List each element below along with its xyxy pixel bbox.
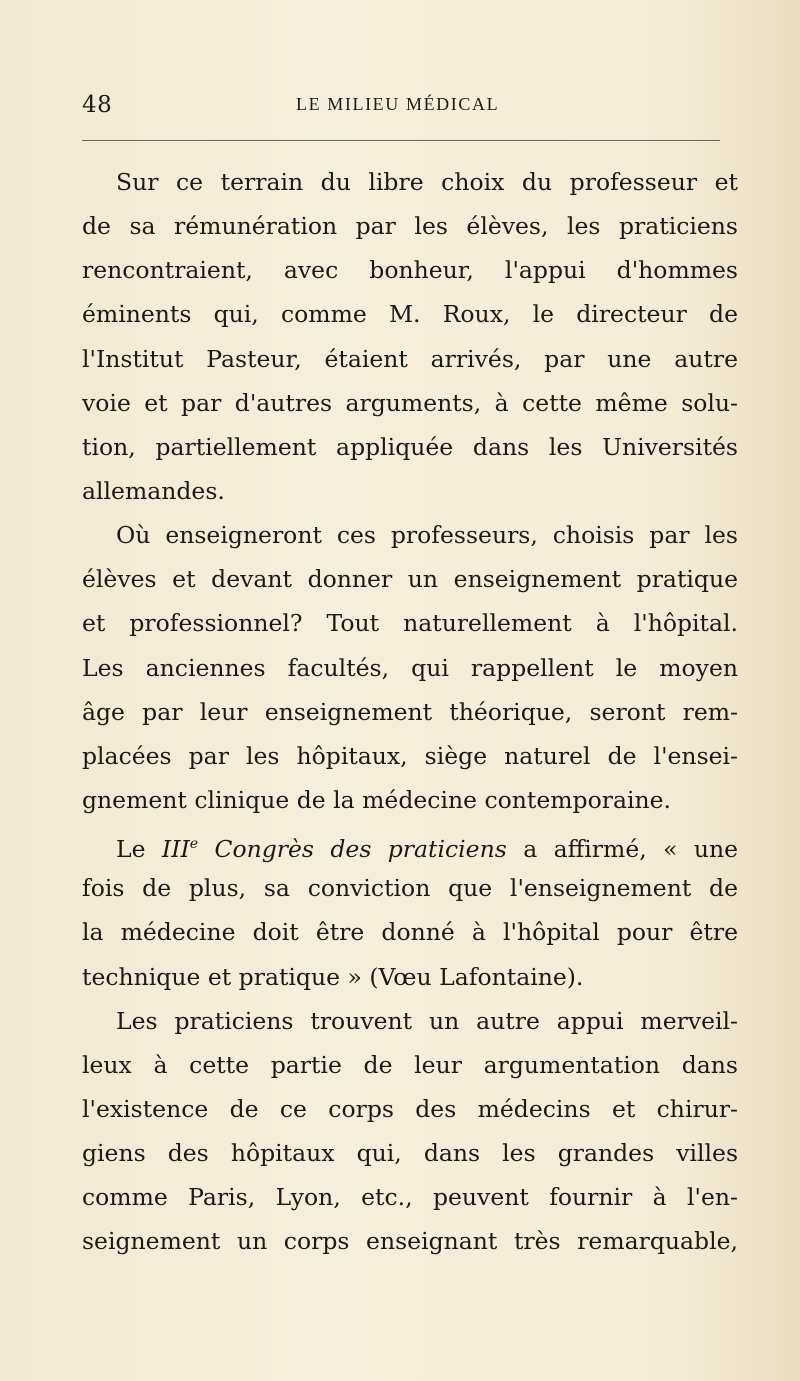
text-line: placées par les hôpitaux, siège naturel de l'ensei- — [82, 741, 738, 770]
text-line: la médecine doit être donné à l'hôpital pour être — [82, 918, 738, 947]
text-line: de sa rémunération par les élèves, les praticiens — [82, 212, 738, 241]
text-line: Les anciennes facultés, qui rappellent le moyen — [82, 653, 738, 682]
text-line: giens des hôpitaux qui, dans les grandes villes — [82, 1139, 738, 1168]
text-line: âge par leur enseignement théorique, seront rem- — [82, 697, 738, 726]
text-line: seignement un corps enseignant très remarquable, — [82, 1227, 738, 1256]
line-suffix: a affirmé, « une — [523, 834, 738, 863]
text-line: Les praticiens trouvent un autre appui merveil- — [116, 1006, 738, 1035]
text-line: élèves et devant donner un enseignement pratique — [82, 565, 738, 594]
text-line: gnement clinique de la médecine contemporaine. — [82, 785, 672, 814]
text-line: Sur ce terrain du libre choix du professeur et — [116, 168, 738, 196]
text-line: leux à cette partie de leur argumentation dans — [82, 1050, 738, 1079]
text-line: fois de plus, sa conviction que l'enseignement de — [82, 874, 738, 903]
text-line: comme Paris, Lyon, etc., peuvent fournir à l'en- — [82, 1183, 738, 1212]
text-line: éminents qui, comme M. Roux, le directeur de — [82, 300, 738, 329]
text-line: et professionnel? Tout naturellement à l'hôpital. — [82, 609, 738, 638]
header-rule — [82, 140, 720, 141]
text-line: l'Institut Pasteur, étaient arrivés, par une autre — [82, 344, 738, 373]
page-header — [82, 92, 720, 122]
text-line: Où enseigneront ces professeurs, choisis par les — [116, 521, 738, 550]
body-text — [82, 160, 738, 1264]
text-line: rencontraient, avec bonheur, l'appui d'hommes — [82, 256, 738, 285]
congress-title: IIIe Congrès des praticiens — [161, 834, 507, 863]
text-line: tion, partiellement appliquée dans les Universités — [82, 432, 738, 461]
text-line: allemandes. — [82, 476, 225, 505]
text-line: l'existence de ce corps des médecins et chirur- — [82, 1094, 738, 1123]
running-title: LE MILIEU MÉDICAL — [296, 94, 500, 114]
page-number: 48 — [82, 92, 113, 118]
text-line — [82, 822, 738, 866]
line-prefix: Le — [116, 834, 162, 863]
text-line: technique et pratique » (Vœu Lafontaine). — [82, 962, 584, 991]
text-line: voie et par d'autres arguments, à cette même solu- — [82, 388, 738, 417]
